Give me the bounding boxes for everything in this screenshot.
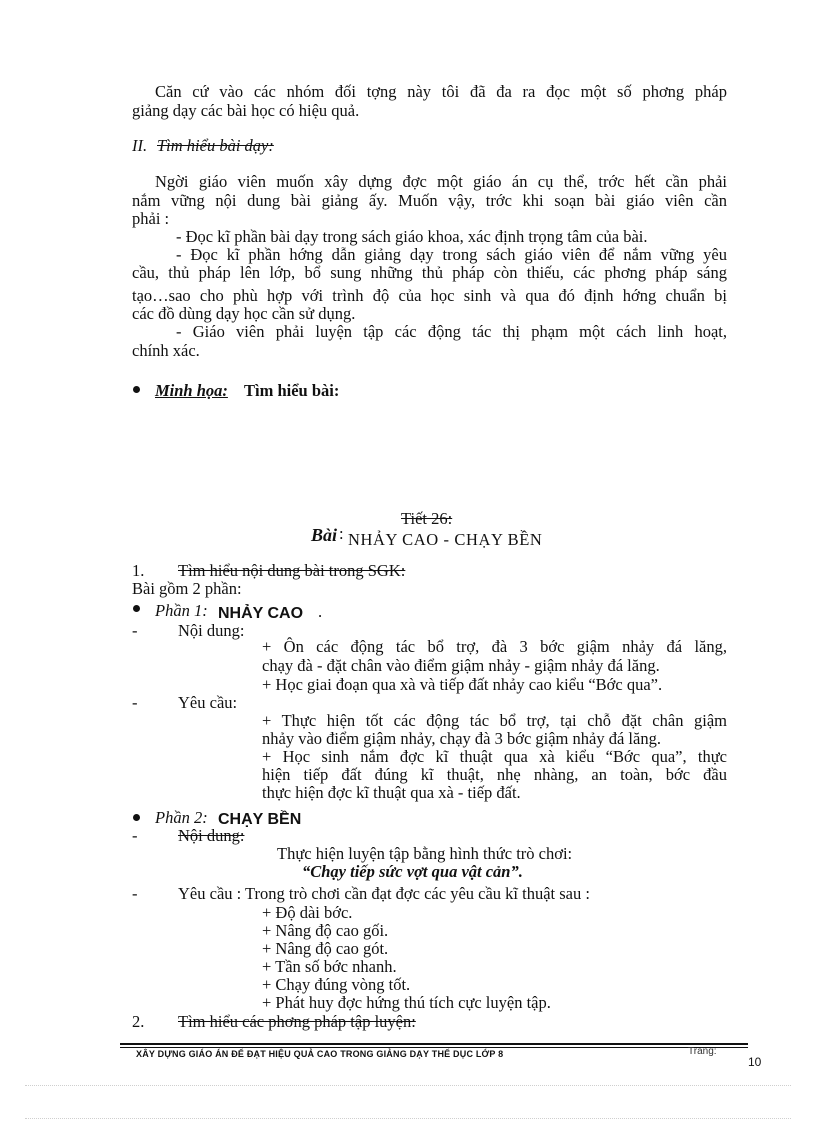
noidung-item-1-line-1: + Ôn các động tác bổ trợ, đà 3 bớc giậm nhảy đá lăng,	[262, 637, 727, 656]
section-title: Tìm hiểu bài dạy:	[157, 136, 274, 155]
dash: -	[132, 826, 138, 845]
part2-number: 2.	[132, 1012, 145, 1031]
yeucau-item-2-line-2: hiện tiếp đất đúng kĩ thuật, nhẹ nhàng, an toàn, bớc đầu	[262, 765, 727, 784]
yeucau-label: Yêu cầu:	[178, 693, 238, 712]
page-bottom-dotted-line	[25, 1118, 791, 1119]
yeucau-item-1-line-1: + Thực hiện tốt các động tác bổ trợ, tại chỗ đặt chân giậm	[262, 711, 727, 730]
intro-line-1: Căn cứ vào các nhóm đối tợng này tôi đã đa ra đọc một số phơng pháp	[155, 82, 727, 101]
yeucau-item-1-line-2: nhảy vào điểm giậm nhảy, chạy đà 3 bớc giậm nhảy đá lăng.	[262, 729, 661, 748]
noidung-label: Nội dung:	[178, 621, 245, 640]
bullet-practice-line-2: chính xác.	[132, 341, 200, 360]
yeucau-item-2-line-3: thực hiện đợc kĩ thuật qua xà - tiếp đất.	[262, 783, 521, 802]
req-item: + Nâng độ cao gối.	[262, 921, 389, 940]
lesson-bai-label: Bài	[311, 525, 338, 545]
bullet-read-guide-line-1: - Đọc kĩ phần hớng dẫn giảng dạy trong sách giáo viên để nắm vững yêu	[176, 245, 727, 264]
lesson-period: Tiết 26:	[401, 509, 453, 528]
bullet-read-guide-line-2: cầu, thủ pháp lên lớp, bổ sung những thủ pháp còn thiếu, các phơng pháp sáng	[132, 263, 727, 282]
page-number: 10	[748, 1055, 762, 1069]
phan2-label: Phần 2:	[155, 808, 208, 827]
noidung2-label: Nội dung:	[178, 826, 245, 845]
part1-subtitle: Bài gồm 2 phần:	[132, 579, 242, 598]
req-item: + Nâng độ cao gót.	[262, 939, 389, 958]
noidung-item-1-line-2: chạy đà - đặt chân vào điểm giậm nhảy - giậm nhảy đá lăng.	[262, 656, 660, 675]
illustration-text: Tìm hiểu bài:	[244, 381, 340, 400]
page-bottom-dotted-line	[25, 1085, 791, 1086]
dash: -	[132, 693, 138, 712]
bullet-read-textbook: - Đọc kĩ phần bài dạy trong sách giáo khoa, xác định trọng tâm của bài.	[176, 227, 648, 246]
yeucau-item-2-line-1: + Học sinh nắm đợc kĩ thuật qua xà kiểu “Bớc qua”, thực	[262, 747, 727, 766]
bullet-dot	[133, 386, 140, 393]
bullet-read-guide-line-4: các đồ dùng dạy học cần sử dụng.	[132, 304, 356, 323]
bullet-read-guide-line-3: tạo…sao cho phù hợp với trình độ của học sinh và qua đó định hớng chuẩn bị	[132, 286, 727, 305]
section-para-line-1: Ngời giáo viên muốn xây dựng đợc một giáo án cụ thể, trớc hết cần phải	[155, 172, 727, 191]
footer-page-label: Trang:	[688, 1046, 717, 1057]
lesson-colon: :	[339, 524, 344, 543]
dash: -	[132, 884, 138, 903]
phan1-title: NHẢY CAO	[218, 605, 304, 622]
part1-number: 1.	[132, 561, 145, 580]
footer-rule-top	[120, 1043, 748, 1045]
noidung2-game: “Chạy tiếp sức vợt qua vật cản”.	[302, 862, 523, 881]
noidung-item-2: + Học giai đoạn qua xà và tiếp đất nhảy cao kiểu “Bớc qua”.	[262, 675, 663, 694]
noidung2-line-1: Thực hiện luyện tập bằng hình thức trò chơi:	[277, 844, 573, 863]
part1-title: Tìm hiểu nội dung bài trong SGK:	[178, 561, 406, 580]
bullet-dot	[133, 605, 140, 612]
bullet-dot	[133, 814, 140, 821]
illustration-label: Minh họa:	[155, 381, 228, 400]
section-number: II.	[132, 136, 148, 155]
req-item: + Tần số bớc nhanh.	[262, 957, 397, 976]
intro-line-2: giảng dạy các bài học có hiệu quả.	[132, 101, 360, 120]
part2-title: Tìm hiểu các phơng pháp tập luyện:	[178, 1012, 416, 1031]
dash: -	[132, 621, 138, 640]
phan1-dot: .	[318, 602, 323, 621]
footer-title: XÂY DỰNG GIÁO ÁN ĐỂ ĐẠT HIỆU QUẢ CAO TRONG GIẢNG DẠY THỂ DỤC LỚP 8	[136, 1049, 504, 1059]
req-item: + Chạy đúng vòng tốt.	[262, 975, 411, 994]
section-para-line-3: phải :	[132, 209, 170, 228]
phan2-title: CHẠY BỀN	[218, 811, 302, 828]
bullet-practice-line-1: - Giáo viên phải luyện tập các động tác thị phạm một cách linh hoạt,	[176, 322, 727, 341]
phan1-label: Phần 1:	[155, 601, 208, 620]
lesson-title: NHẢY CAO - CHẠY BỀN	[348, 530, 543, 549]
req-item: + Độ dài bớc.	[262, 903, 353, 922]
section-para-line-2: nắm vững nội dung bài giảng ấy. Muốn vậy, trớc khi soạn bài giáo viên cần	[132, 191, 727, 210]
req-item: + Phát huy đợc hứng thú tích cực luyện tập.	[262, 993, 551, 1012]
yeucau2-line: Yêu cầu : Trong trò chơi cần đạt đợc các yêu cầu kĩ thuật sau :	[178, 884, 590, 903]
